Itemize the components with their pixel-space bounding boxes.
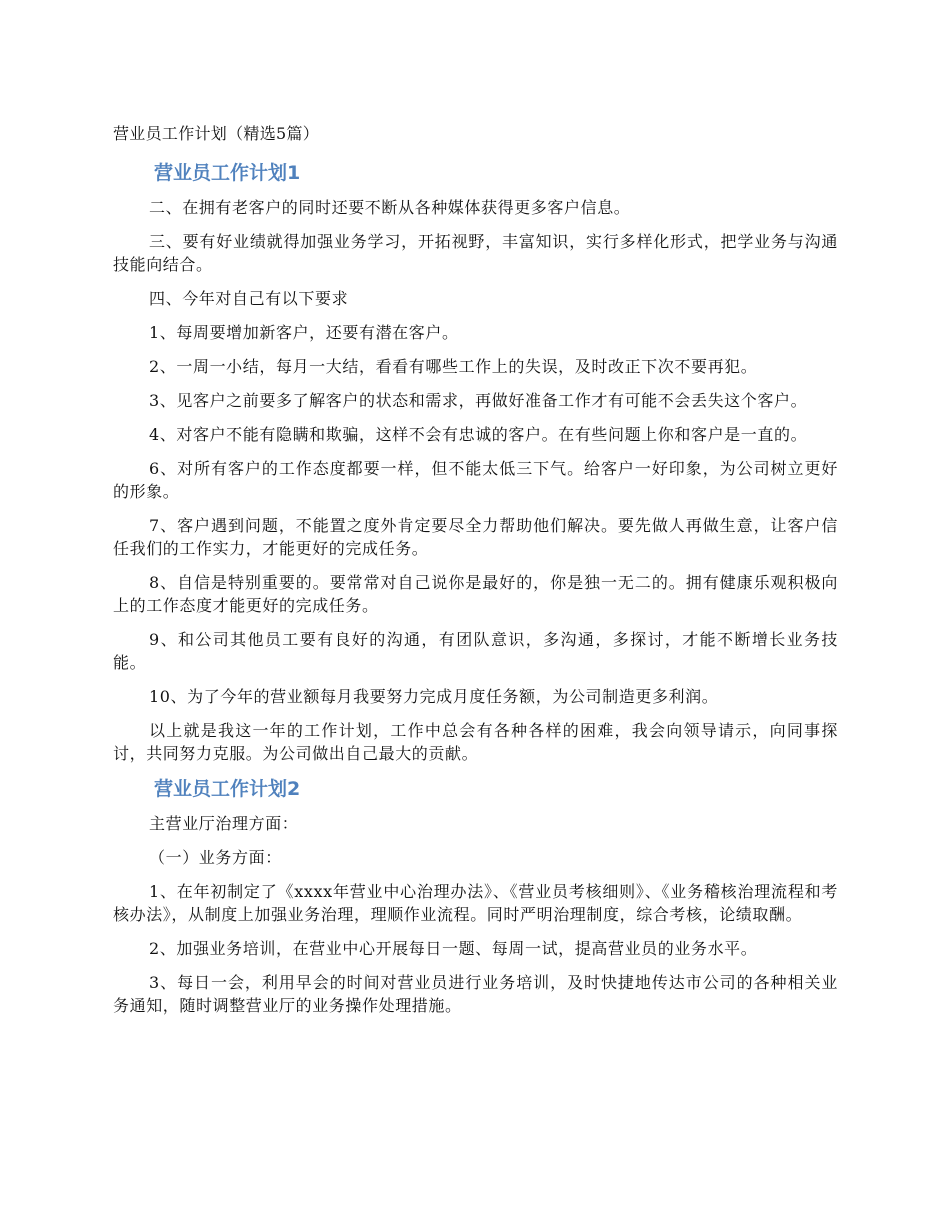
document-body [113,160,838,1017]
section-heading: 营业员工作计划2 [154,778,301,800]
paragraph: 7、客户遇到问题，不能置之度外肯定要尽全力帮助他们解决。要先做人再做生意，让客户信任我们的工作实力，才能更好的完成任务。 [113,516,838,558]
paragraph: 4、对客户不能有隐瞒和欺骗，这样不会有忠诚的客户。在有些问题上你和客户是一直的。 [149,425,808,444]
paragraph: 8、自信是特别重要的。要常常对自己说你是最好的，你是独一无二的。拥有健康乐观积极向上的工作态度才能更好的完成任务。 [113,573,838,615]
paragraph: 10、为了今年的营业额每月我要努力完成月度任务额，为公司制造更多利润。 [149,687,719,706]
paragraph: 2、加强业务培训，在营业中心开展每日一题、每周一试，提高营业员的业务水平。 [149,939,758,958]
paragraph: 1、在年初制定了《xxxx年营业中心治理办法》、《营业员考核细则》、《业务稽核治理流程和考核办法》，从制度上加强业务治理，理顺作业流程。同时严明治理制度，综合考核，论绩取酬。 [113,882,838,924]
paragraph: 3、每日一会，利用早会的时间对营业员进行业务培训，及时快捷地传达市公司的各种相关业务通知，随时调整营业厅的业务操作处理措施。 [113,973,838,1015]
document-title: 营业员工作计划（精选5篇） [113,124,320,143]
document-page [113,122,838,1028]
section-1 [113,160,838,765]
paragraph: 三、要有好业绩就得加强业务学习，开拓视野，丰富知识，实行多样化形式，把学业务与沟通技能向结合。 [113,232,838,274]
paragraph: 3、见客户之前要多了解客户的状态和需求，再做好准备工作才有可能不会丢失这个客户。 [149,391,808,410]
paragraph: 四、今年对自己有以下要求 [149,289,349,308]
paragraph: 主营业厅治理方面： [149,814,299,833]
paragraph: 6、对所有客户的工作态度都要一样，但不能太低三下气。给客户一好印象，为公司树立更好的形象。 [113,459,838,501]
section-2 [113,776,838,1017]
paragraph: 1、每周要增加新客户，还要有潜在客户。 [149,323,459,342]
paragraph: 2、一周一小结，每月一大结，看看有哪些工作上的失误，及时改正下次不要再犯。 [149,357,758,376]
paragraph: 9、和公司其他员工要有良好的沟通，有团队意识，多沟通，多探讨，才能不断增长业务技能。 [113,630,838,672]
section-heading: 营业员工作计划1 [154,162,301,184]
paragraph: 二、在拥有老客户的同时还要不断从各种媒体获得更多客户信息。 [149,198,631,217]
paragraph: 以上就是我这一年的工作计划，工作中总会有各种各样的困难，我会向领导请示，向同事探讨，共同努力克服。为公司做出自己最大的贡献。 [113,721,838,763]
paragraph: （一）业务方面： [149,848,282,867]
